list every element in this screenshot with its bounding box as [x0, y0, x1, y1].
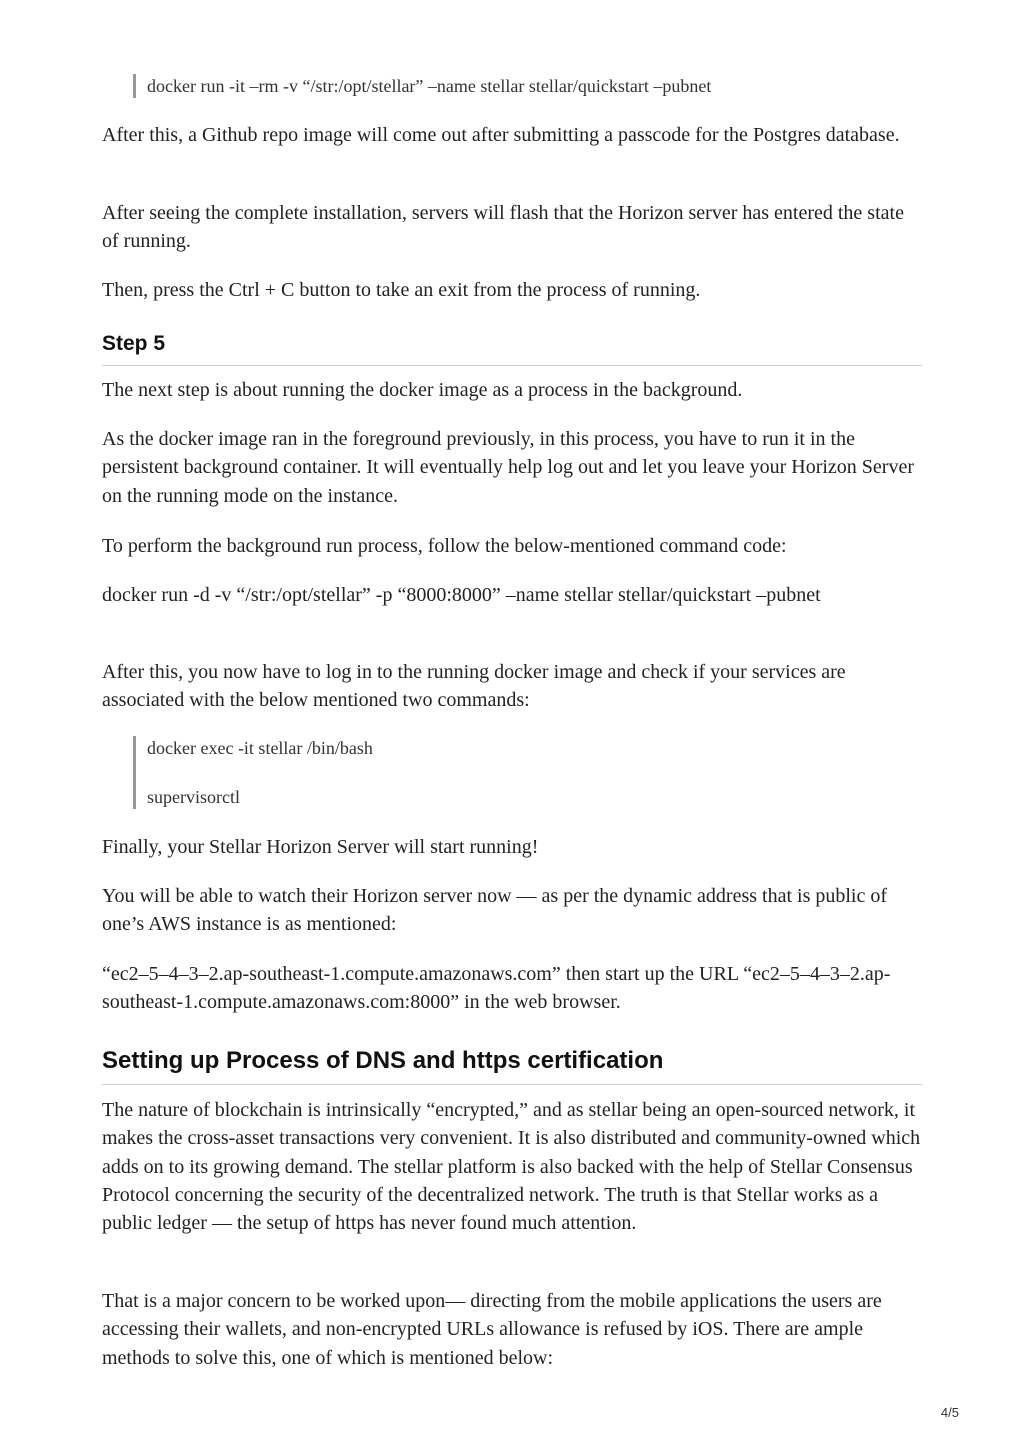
command-line: docker run -it –rm -v “/str:/opt/stellar” –name stellar stellar/quickstart –pubnet [147, 76, 712, 96]
paragraph: After this, a Github repo image will come out after submitting a passcode for the Postgres database. [102, 124, 900, 146]
command-blockquote [133, 74, 907, 98]
paragraph: The next step is about running the docker image as a process in the background. [102, 379, 743, 401]
command-line: docker exec -it stellar /bin/bash [147, 738, 373, 758]
paragraph: You will be able to watch their Horizon server now — as per the dynamic address that is public of one’s AWS instance is as mentioned: [102, 885, 887, 936]
paragraph: After this, you now have to log in to the running docker image and check if your services are associated with the below mentioned two commands: [102, 661, 846, 712]
paragraph-command: docker run -d -v “/str:/opt/stellar” -p “8000:8000” –name stellar stellar/quickstart –pubnet [102, 584, 821, 606]
paragraph: As the docker image ran in the foreground previously, in this process, you have to run it in the persistent background container. It will eventually help log out and let you leave your Horizon Server on the running mode on the instance. [102, 428, 914, 507]
paragraph: Finally, your Stellar Horizon Server will start running! [102, 836, 539, 858]
paragraph: After seeing the complete installation, servers will flash that the Horizon server has entered the state of running. [102, 202, 904, 253]
paragraph: That is a major concern to be worked upon— directing from the mobile applications the users are accessing their wallets, and non-encrypted URLs allowance is refused by iOS. There are ample methods to solve this, one of which is mentioned below: [102, 1290, 882, 1369]
paragraph: “ec2–5–4–3–2.ap-southeast-1.compute.amazonaws.com” then start up the URL “ec2–5–4–3–2.ap-southeast-1.compute.amazonaws.com:8000” in the web browser. [102, 963, 891, 1014]
commands-blockquote [133, 736, 907, 809]
paragraph: Then, press the Ctrl + C button to take an exit from the process of running. [102, 279, 701, 301]
paragraph: The nature of blockchain is intrinsically “encrypted,” and as stellar being an open-sourced network, it makes the cross-asset transactions very convenient. It is also distributed and community-owned which adds on to its growing demand. The stellar platform is also backed with the help of Stellar Consensus Protocol concerning the security of the decentralized network. The truth is that Stellar works as a public ledger — the setup of https has never found much attention. [102, 1099, 921, 1235]
command-line: supervisorctl [147, 787, 240, 807]
page-number: 4/5 [940, 1405, 959, 1420]
section-heading-step-5: Step 5 [102, 329, 922, 366]
paragraph: To perform the background run process, follow the below-mentioned command code: [102, 535, 787, 557]
section-heading-dns: Setting up Process of DNS and https certification [102, 1045, 922, 1085]
